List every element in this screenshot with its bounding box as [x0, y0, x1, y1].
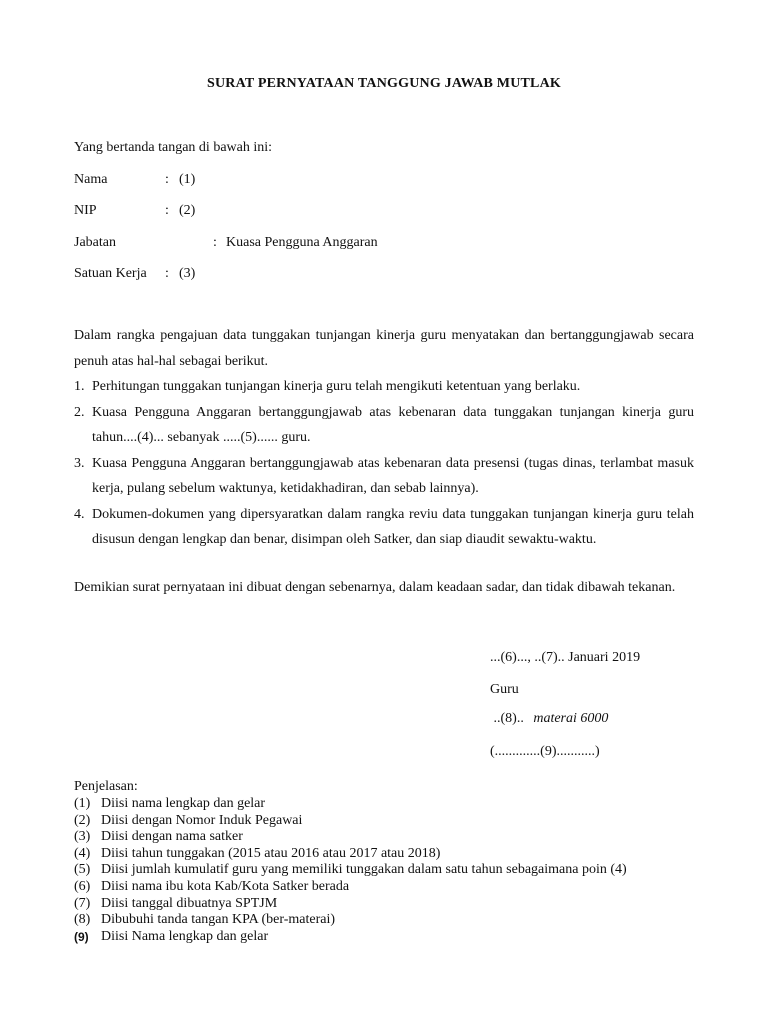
note-item [74, 813, 627, 830]
field-value-satuan-kerja: (3) [179, 266, 196, 281]
list-item [74, 400, 694, 451]
note-number: (8) [74, 912, 91, 928]
signature-role: Guru [490, 682, 519, 697]
list-item-text: Kuasa Pengguna Anggaran bertanggungjawab atas kebenaran data tunggakan tunjangan kinerja guru tahun....(4)... sebanyak .....(5)...... guru. [92, 404, 694, 445]
signature-place-date: ...(6)..., ..(7).. Januari 2019 [490, 650, 641, 665]
stamp-label: materai 6000 [533, 711, 609, 726]
note-text: Diisi jumlah kumulatif guru yang memiliki tunggakan dalam satu tahun sebagaimana poin (4) [101, 862, 627, 878]
note-number: (9) [74, 929, 89, 944]
list-item [74, 502, 694, 553]
field-colon: : [165, 266, 169, 281]
field-colon: : [213, 235, 217, 250]
list-item-number: 2. [74, 404, 85, 420]
note-item [74, 929, 627, 946]
notes-list [74, 796, 627, 945]
note-item [74, 912, 627, 929]
note-item [74, 862, 627, 879]
note-number: (5) [74, 862, 91, 878]
intro-text: Yang bertanda tangan di bawah ini: [74, 140, 273, 155]
document-title: SURAT PERNYATAAN TANGGUNG JAWAB MUTLAK [206, 76, 561, 91]
list-item [74, 374, 694, 400]
note-text: Diisi nama ibu kota Kab/Kota Satker berada [101, 878, 350, 894]
field-colon: : [165, 172, 169, 187]
note-text: Dibubuhi tanda tangan KPA (ber-materai) [101, 912, 336, 928]
list-item-text: Kuasa Pengguna Anggaran bertanggungjawab atas kebenaran data presensi (tugas dinas, terlambat masuk kerja, pulang sebelum waktunya, ketidakhadiran, dan sebab lainnya). [92, 455, 694, 496]
field-label-nama: Nama [74, 172, 108, 187]
statement-paragraph: Dalam rangka pengajuan data tunggakan tunjangan kinerja guru menyatakan dan bertanggungjawab secara penuh atas hal-hal sebagai berikut. [74, 328, 694, 369]
note-text: Diisi nama lengkap dan gelar [101, 796, 266, 811]
note-number: (1) [74, 796, 91, 811]
note-text: Diisi dengan nama satker [101, 829, 243, 845]
signature-name: (.............(9)...........) [490, 744, 600, 759]
signature-placeholder: ..(8).. [490, 711, 524, 726]
field-value-nama: (1) [179, 172, 196, 187]
note-number: (7) [74, 895, 91, 911]
list-item-number: 4. [74, 506, 85, 522]
field-value-jabatan: Kuasa Pengguna Anggaran [226, 235, 378, 250]
note-text: Diisi Nama lengkap dan gelar [101, 928, 269, 944]
field-label-jabatan: Jabatan [74, 235, 116, 250]
note-item [74, 846, 627, 863]
note-number: (2) [74, 812, 91, 828]
list-item-text: Dokumen-dokumen yang dipersyaratkan dalam rangka reviu data tunggakan tunjangan kinerja guru telah disusun dengan lengkap dan benar, disimpan oleh Satker, dan siap diaudit sewaktu-waktu. [92, 506, 694, 547]
note-text: Diisi tanggal dibuatnya SPTJM [101, 895, 278, 911]
note-number: (4) [74, 845, 91, 861]
note-text: Diisi dengan Nomor Induk Pegawai [101, 812, 303, 828]
field-label-satuan-kerja: Satuan Kerja [74, 266, 147, 281]
list-item-number: 1. [74, 379, 85, 394]
notes-title: Penjelasan: [74, 779, 138, 794]
note-item [74, 896, 627, 913]
note-number: (3) [74, 829, 91, 845]
closing-paragraph: Demikian surat pernyataan ini dibuat dengan sebenarnya, dalam keadaan sadar, dan tidak dibawah tekanan. [74, 580, 676, 595]
field-colon: : [165, 203, 169, 218]
signature-sign-line [490, 711, 608, 727]
field-value-nip: (2) [179, 203, 196, 218]
field-label-nip: NIP [74, 203, 97, 218]
list-item [74, 451, 694, 502]
note-item [74, 796, 627, 813]
note-item [74, 879, 627, 896]
list-item-text: Perhitungan tunggakan tunjangan kinerja guru telah mengikuti ketentuan yang berlaku. [92, 379, 581, 394]
note-item [74, 829, 627, 846]
note-text: Diisi tahun tunggakan (2015 atau 2016 atau 2017 atau 2018) [101, 845, 441, 861]
statement-list [74, 374, 694, 553]
list-item-number: 3. [74, 455, 85, 471]
note-number: (6) [74, 878, 91, 894]
